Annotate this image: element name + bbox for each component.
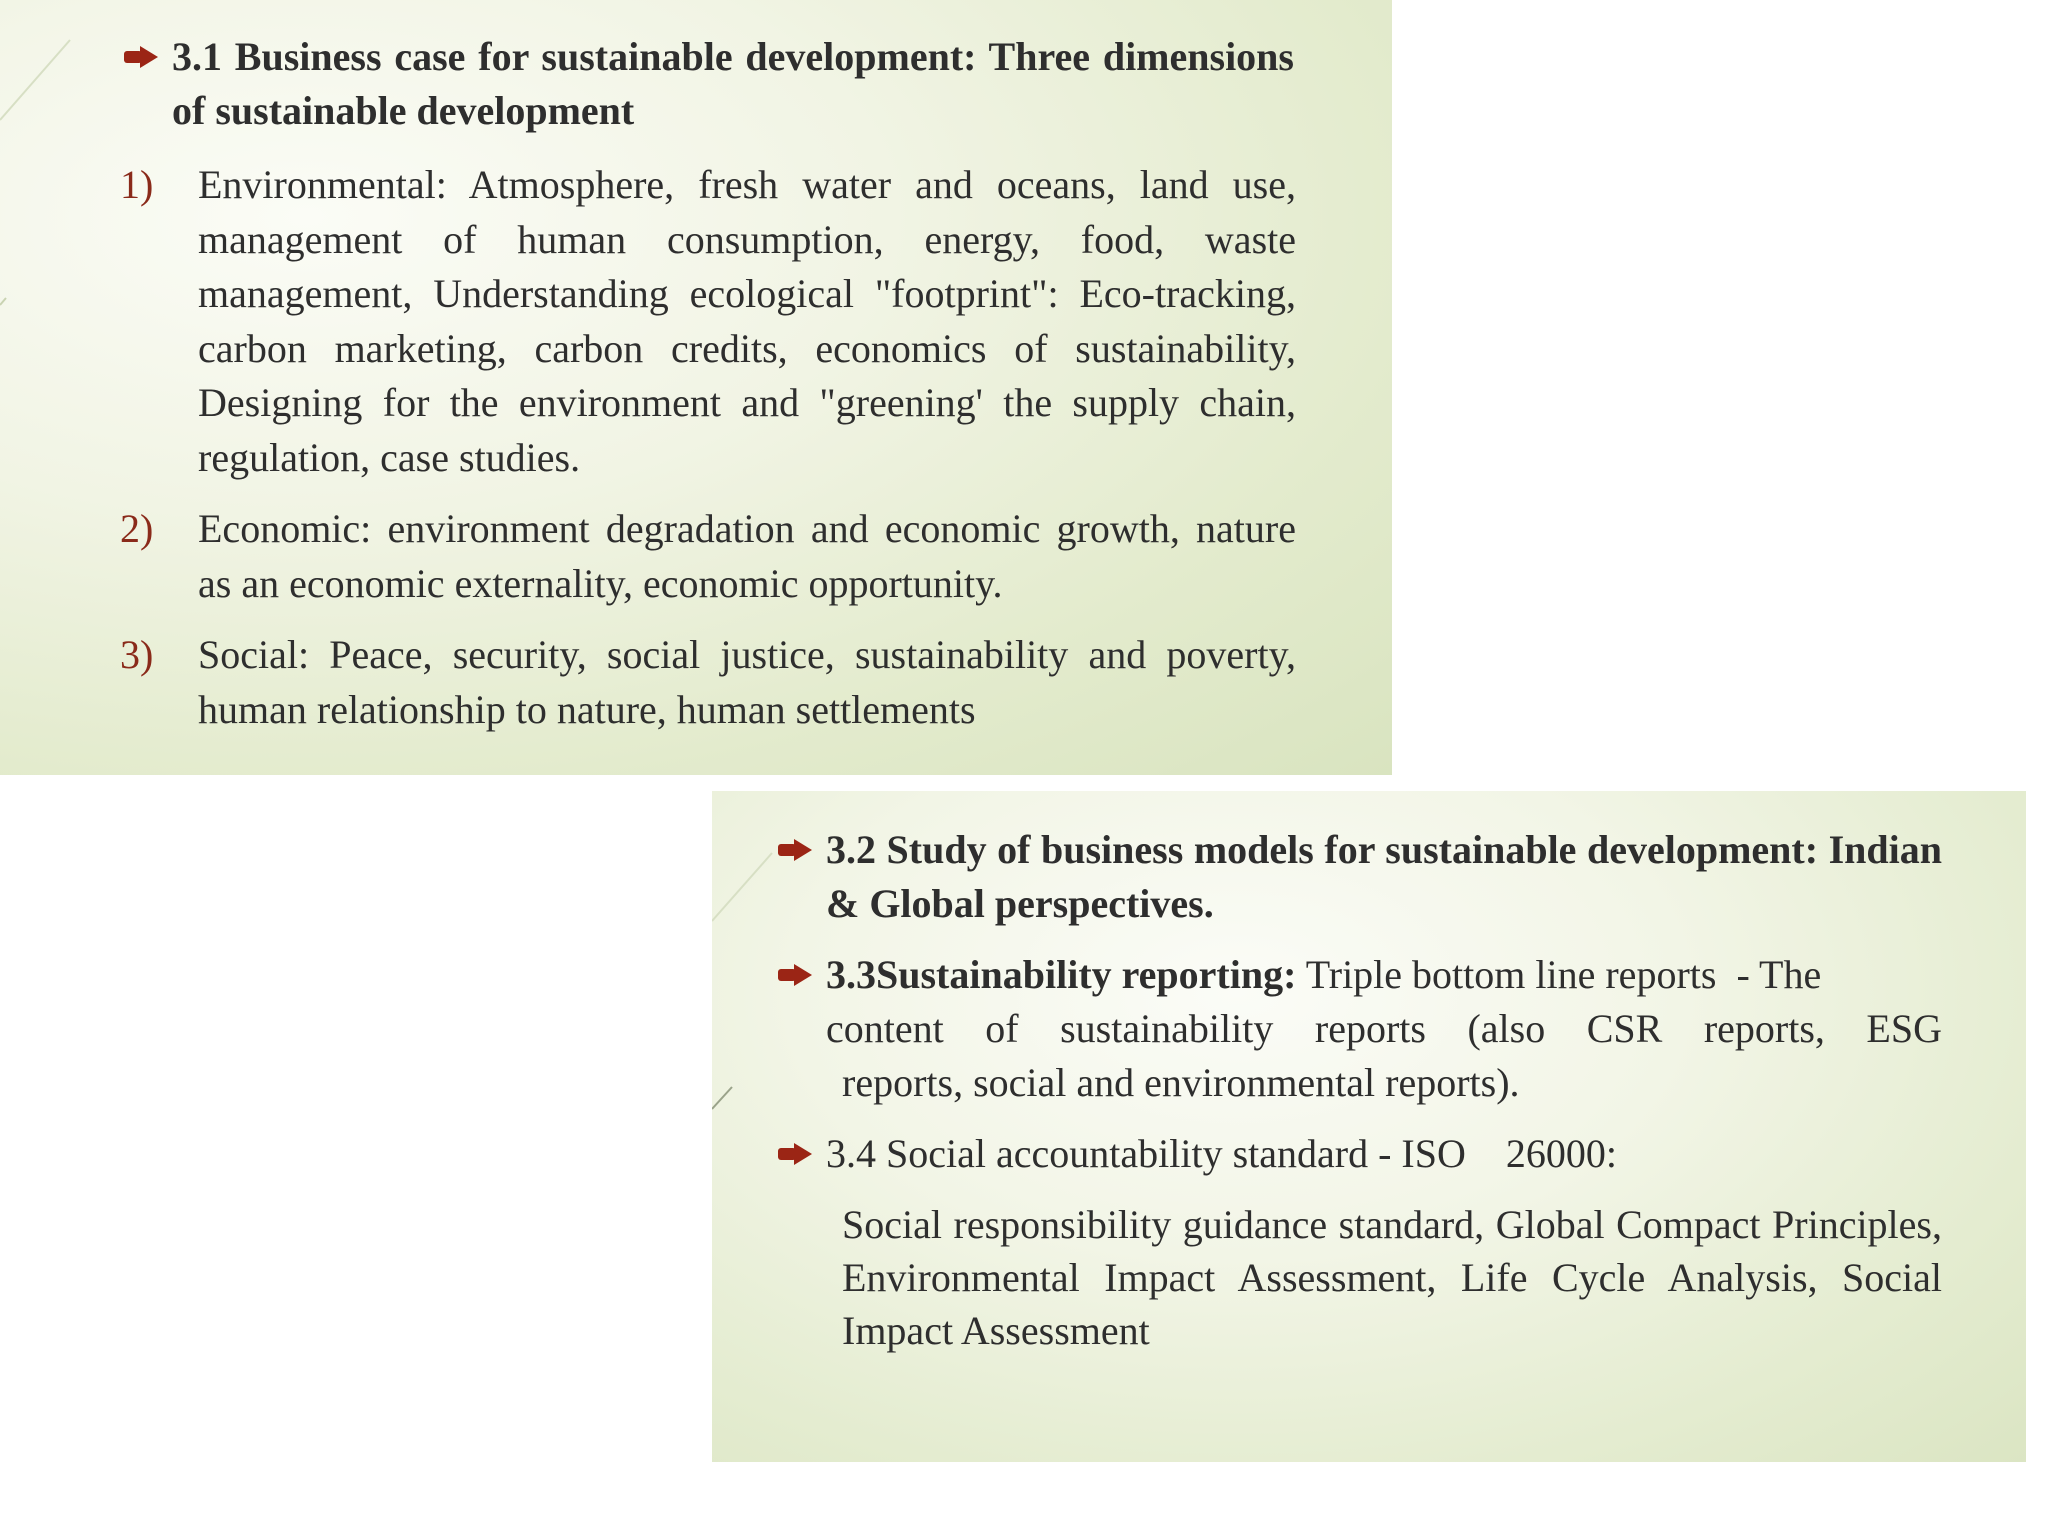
heading-text: 3.1 Business case for sustainable development: Three dimensions of sustainable development <box>172 34 1294 133</box>
bullet-3-3 <box>778 948 1942 1110</box>
slide-3-1 <box>0 0 1392 775</box>
arrow-bullet-icon <box>778 963 812 987</box>
section-heading-3-1 <box>124 30 1294 138</box>
list-item-text: Social: Peace, security, social justice, sustainability and poverty, human relationship to nature, human settlements <box>198 632 1296 732</box>
bullet-text: 3.2 Study of business models for sustainable development: Indian & Global perspectives. <box>826 827 1942 926</box>
list-number: 2) <box>120 506 154 551</box>
iso-26000-description: Social responsibility guidance standard, Global Compact Principles, Environmental Impact Assessment, Life Cycle Analysis, Social Impact Assessment <box>842 1202 1942 1353</box>
list-number: 3) <box>120 632 154 677</box>
arrow-bullet-icon <box>778 1142 812 1166</box>
bullet-3-2 <box>778 823 1942 931</box>
bullet-text <box>826 948 1942 1110</box>
list-item-text: Economic: environment degradation and economic growth, nature as an economic externality, economic opportunity. <box>198 506 1296 606</box>
bullet-line-1: Triple bottom line reports - The <box>1296 952 1822 997</box>
slide-2-content <box>778 823 1942 1357</box>
list-number: 1) <box>120 162 154 207</box>
bullet-3-4 <box>778 1127 1942 1181</box>
list-item-text: Environmental: Atmosphere, fresh water and oceans, land use, management of human consumption, energy, food, waste management, Understanding ecological "footprint": Eco-tracking, carbon marketing, carbon credits, economics of sustainability, Designing for the environment and "greening' the supply chain, regulation, case studies. <box>198 162 1296 480</box>
dimensions-list <box>120 158 1296 754</box>
bullet-line-3: reports, social and environmental reports). <box>842 1060 1520 1105</box>
list-item-economic <box>120 502 1296 611</box>
slide-3-2-to-3-4 <box>712 791 2026 1462</box>
bullet-line-2: content of sustainability reports (also CSR reports, ESG <box>826 1006 1942 1051</box>
list-item-environmental <box>120 158 1296 485</box>
list-item-social <box>120 628 1296 737</box>
arrow-bullet-icon <box>124 45 158 69</box>
bullet-bold-label: 3.3Sustainability reporting: <box>826 952 1297 997</box>
bullet-text: 3.4 Social accountability standard - ISO 26000: <box>826 1131 1617 1176</box>
arrow-bullet-icon <box>778 838 812 862</box>
